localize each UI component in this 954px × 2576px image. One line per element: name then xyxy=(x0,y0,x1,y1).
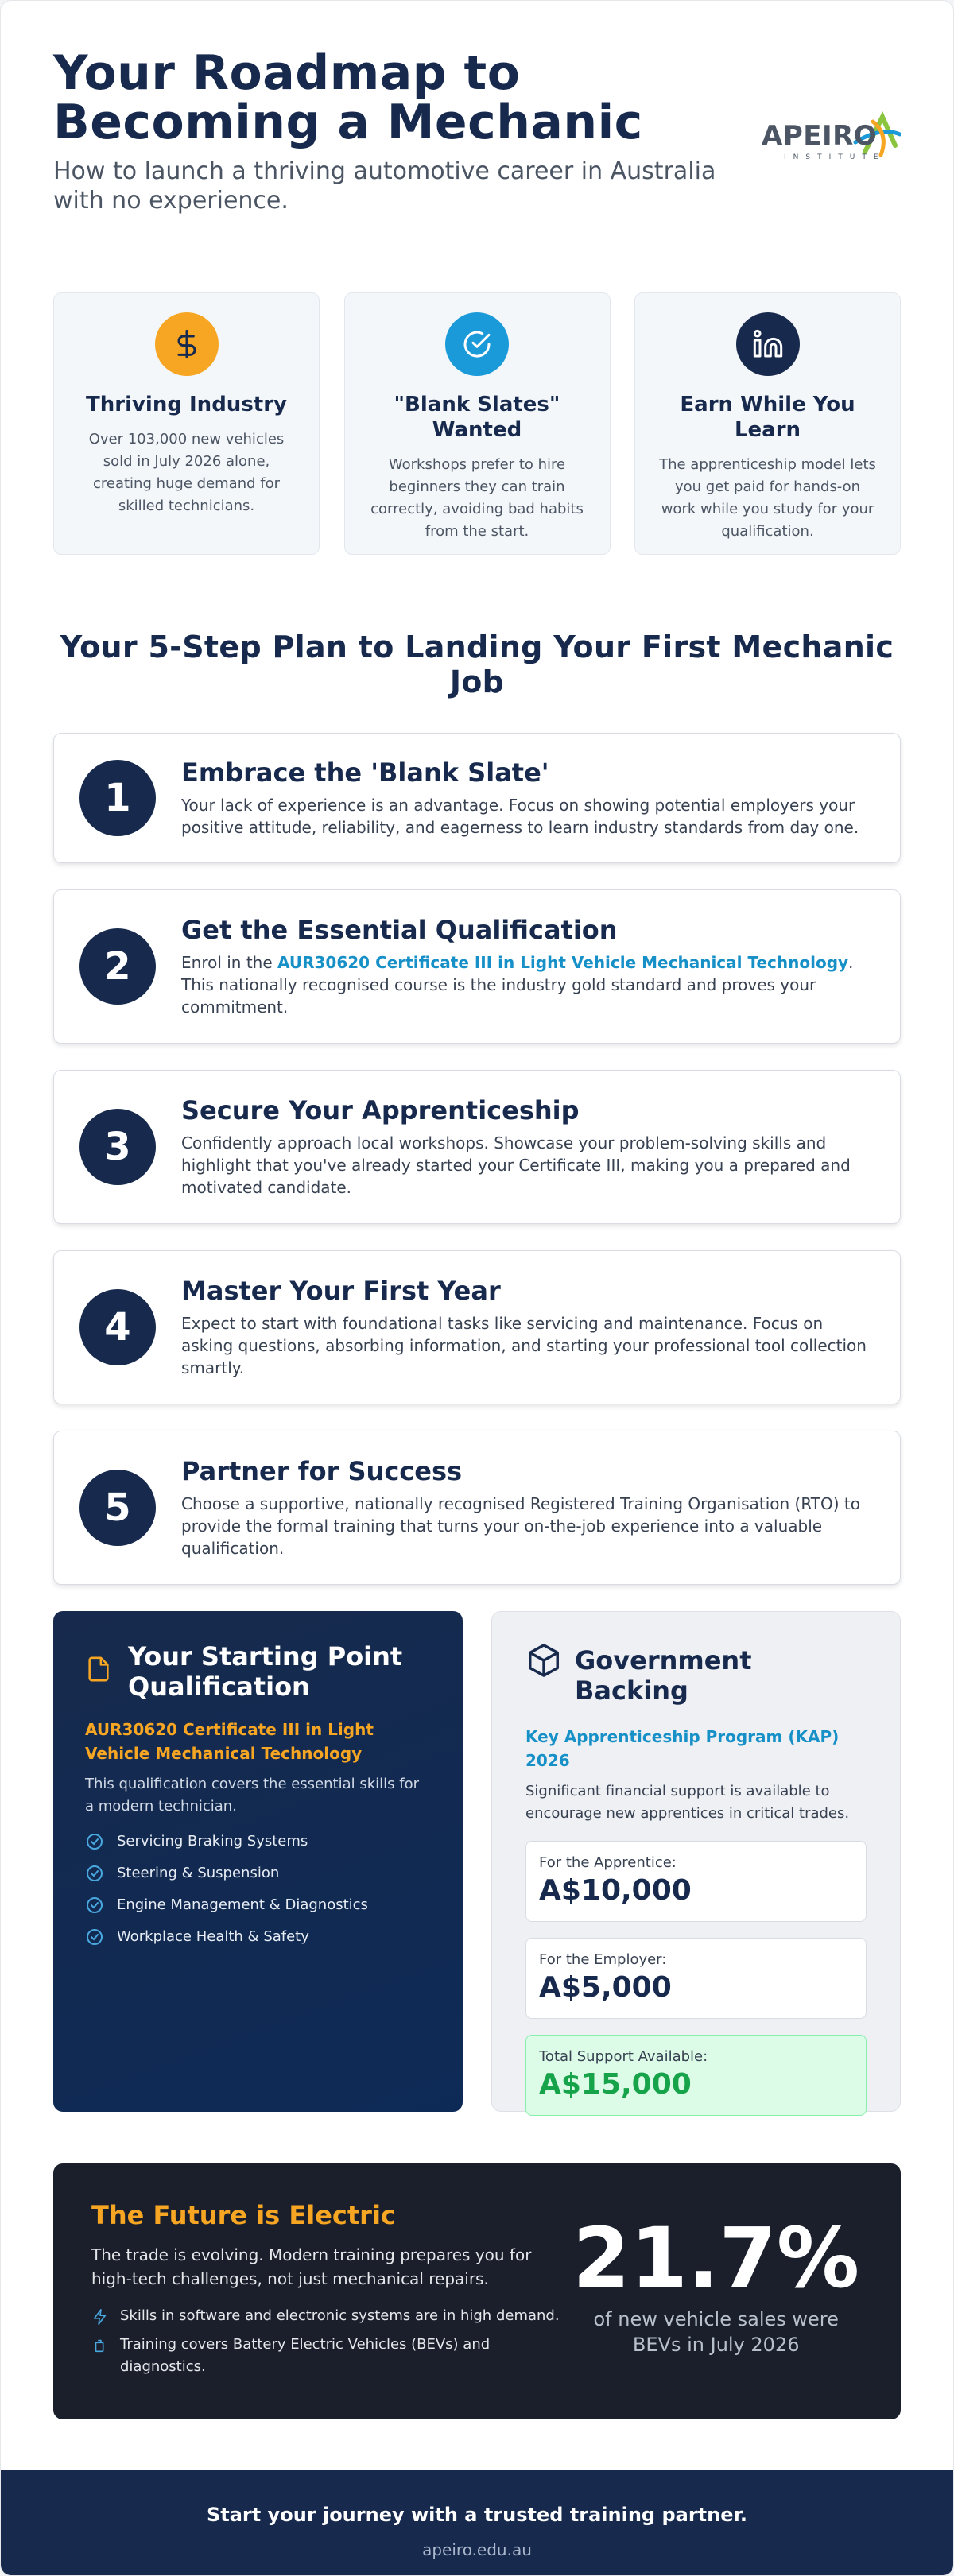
feature-title: Earn While You Learn xyxy=(680,393,855,442)
feature-text: The apprenticeship model lets you get paid for hands-on work while you study for your qualification. xyxy=(659,456,876,540)
amount-label: Total Support Available: xyxy=(539,2048,708,2065)
step-card xyxy=(53,889,901,1044)
qualification-link[interactable]: AUR30620 Certificate III in Light Vehicle Mechanical Technology xyxy=(277,953,849,972)
header xyxy=(53,1,901,215)
lightning-icon xyxy=(91,2308,109,2326)
apeiro-logo xyxy=(762,110,901,166)
step-number: 2 xyxy=(80,928,156,1005)
step-number: 5 xyxy=(80,1470,156,1546)
list-item xyxy=(91,2305,569,2327)
electric-title: The Future is Electric xyxy=(91,2200,396,2230)
feature-cards xyxy=(53,292,901,555)
step-title: Master Your First Year xyxy=(181,1276,501,1306)
step-number: 3 xyxy=(80,1109,156,1185)
footer-cta: Start your journey with a trusted training partner. xyxy=(206,2504,748,2526)
qualification-panel xyxy=(53,1611,463,2112)
page-subtitle: How to launch a thriving automotive career in Australia with no experience. xyxy=(53,157,716,215)
skill-label: Engine Management & Diagnostics xyxy=(117,1896,368,1913)
step-title: Secure Your Apprenticeship xyxy=(181,1095,580,1125)
government-title: Government Backing xyxy=(575,1645,752,1706)
battery-icon xyxy=(91,2337,109,2354)
step-text-before: Enrol in the xyxy=(181,953,278,972)
feature-card-blank-slates xyxy=(344,292,611,555)
list-item xyxy=(91,2334,569,2378)
feature-text: Workshops prefer to hire beginners they can train correctly, avoiding bad habits from the start. xyxy=(370,456,584,540)
step-title: Partner for Success xyxy=(181,1456,463,1486)
step-title: Get the Essential Qualification xyxy=(181,915,618,945)
steps-list xyxy=(53,733,901,1585)
amount-label: For the Employer: xyxy=(539,1951,667,1968)
employer-amount-box xyxy=(525,1938,867,2019)
step-number: 1 xyxy=(80,760,156,836)
bev-stat-caption: of new vehicle sales were BEVs in July 2026 xyxy=(593,2308,839,2356)
list-item xyxy=(85,1832,431,1851)
electric-desc: The trade is evolving. Modern training prepares you for high-tech challenges, not just mechanical repairs. xyxy=(91,2245,532,2288)
electric-point-text: Training covers Battery Electric Vehicles (BEVs) and diagnostics. xyxy=(120,2336,491,2375)
feature-title: "Blank Slates" Wanted xyxy=(394,393,560,442)
qualification-desc: This qualification covers the essential skills for a modern technician. xyxy=(85,1776,420,1815)
page-title: Your Roadmap to Becoming a Mechanic xyxy=(53,45,643,150)
step-text: Your lack of experience is an advantage. Focus on showing potential employers your positive attitude, reliability, and eagerness to learn industry standards from day one. xyxy=(181,796,859,837)
step-text: Choose a supportive, nationally recognised Registered Training Organisation (RTO) to provide the formal training that turns your on-the-job experience into a valuable qualification. xyxy=(181,1494,860,1558)
step-text: Confidently approach local workshops. Showcase your problem-solving skills and highlight that you've already started your Certificate III, making you a prepared and motivated candidate. xyxy=(181,1133,851,1197)
steps-heading: Your 5-Step Plan to Landing Your First Mechanic Job xyxy=(60,629,894,699)
skills-list xyxy=(85,1832,431,1947)
skill-label: Workplace Health & Safety xyxy=(117,1928,309,1945)
check-circle-icon xyxy=(85,1927,104,1947)
program-title: Key Apprenticeship Program (KAP) 2026 xyxy=(525,1727,840,1770)
government-panel xyxy=(491,1611,901,2112)
program-desc: Significant financial support is available to encourage new apprentices in critical trades. xyxy=(525,1783,850,1822)
list-item xyxy=(85,1864,431,1883)
electric-point-text: Skills in software and electronic systems are in high demand. xyxy=(120,2307,560,2324)
feature-text: Over 103,000 new vehicles sold in July 2026 alone, creating huge demand for skilled technicians. xyxy=(88,431,285,514)
qualification-name: AUR30620 Certificate III in Light Vehicle Mechanical Technology xyxy=(85,1720,374,1763)
amount-value: A$15,000 xyxy=(539,2068,692,2101)
step-title: Embrace the 'Blank Slate' xyxy=(181,757,549,788)
info-panels xyxy=(53,1611,901,2112)
total-amount-box xyxy=(525,2035,867,2116)
skill-label: Servicing Braking Systems xyxy=(117,1833,308,1850)
skill-label: Steering & Suspension xyxy=(117,1865,280,1881)
step-card xyxy=(53,1070,901,1224)
apprentice-amount-box xyxy=(525,1841,867,1922)
check-circle-icon xyxy=(85,1864,104,1883)
amount-label: For the Apprentice: xyxy=(539,1854,677,1871)
electric-points xyxy=(91,2305,569,2378)
feature-card-earn xyxy=(634,292,901,555)
bev-stat: 21.7% xyxy=(572,2210,860,2307)
list-item xyxy=(85,1927,431,1947)
step-text xyxy=(181,951,868,1018)
dollar-icon xyxy=(155,312,219,376)
qualification-title: Your Starting Point Qualification xyxy=(128,1641,403,1702)
step-card xyxy=(53,1250,901,1404)
check-circle-icon xyxy=(85,1832,104,1851)
step-text-after: . This nationally recognised course is the industry gold standard and proves your commitment. xyxy=(181,953,854,1017)
feature-card-industry xyxy=(53,292,320,555)
document-icon xyxy=(85,1656,112,1683)
electric-section xyxy=(53,2163,901,2419)
amount-value: A$5,000 xyxy=(539,1971,672,2004)
logo-wordmark: APEIRO xyxy=(762,120,878,152)
step-number: 4 xyxy=(80,1289,156,1365)
step-text: Expect to start with foundational tasks like servicing and maintenance. Focus on asking questions, absorbing information, and starting your professional tool collection smartly. xyxy=(181,1314,867,1377)
step-card xyxy=(53,733,901,863)
feature-title: Thriving Industry xyxy=(86,393,287,416)
logo-subtext: INSTITUTE xyxy=(784,153,886,161)
step-card xyxy=(53,1431,901,1585)
linkedin-icon xyxy=(736,312,800,376)
cube-icon xyxy=(525,1642,562,1679)
list-item xyxy=(85,1896,431,1915)
check-circle-icon xyxy=(85,1896,104,1915)
footer-link[interactable]: apeiro.edu.au xyxy=(422,2540,532,2559)
amount-value: A$10,000 xyxy=(539,1874,692,1907)
footer xyxy=(1,2470,953,2575)
check-badge-icon xyxy=(445,312,509,376)
